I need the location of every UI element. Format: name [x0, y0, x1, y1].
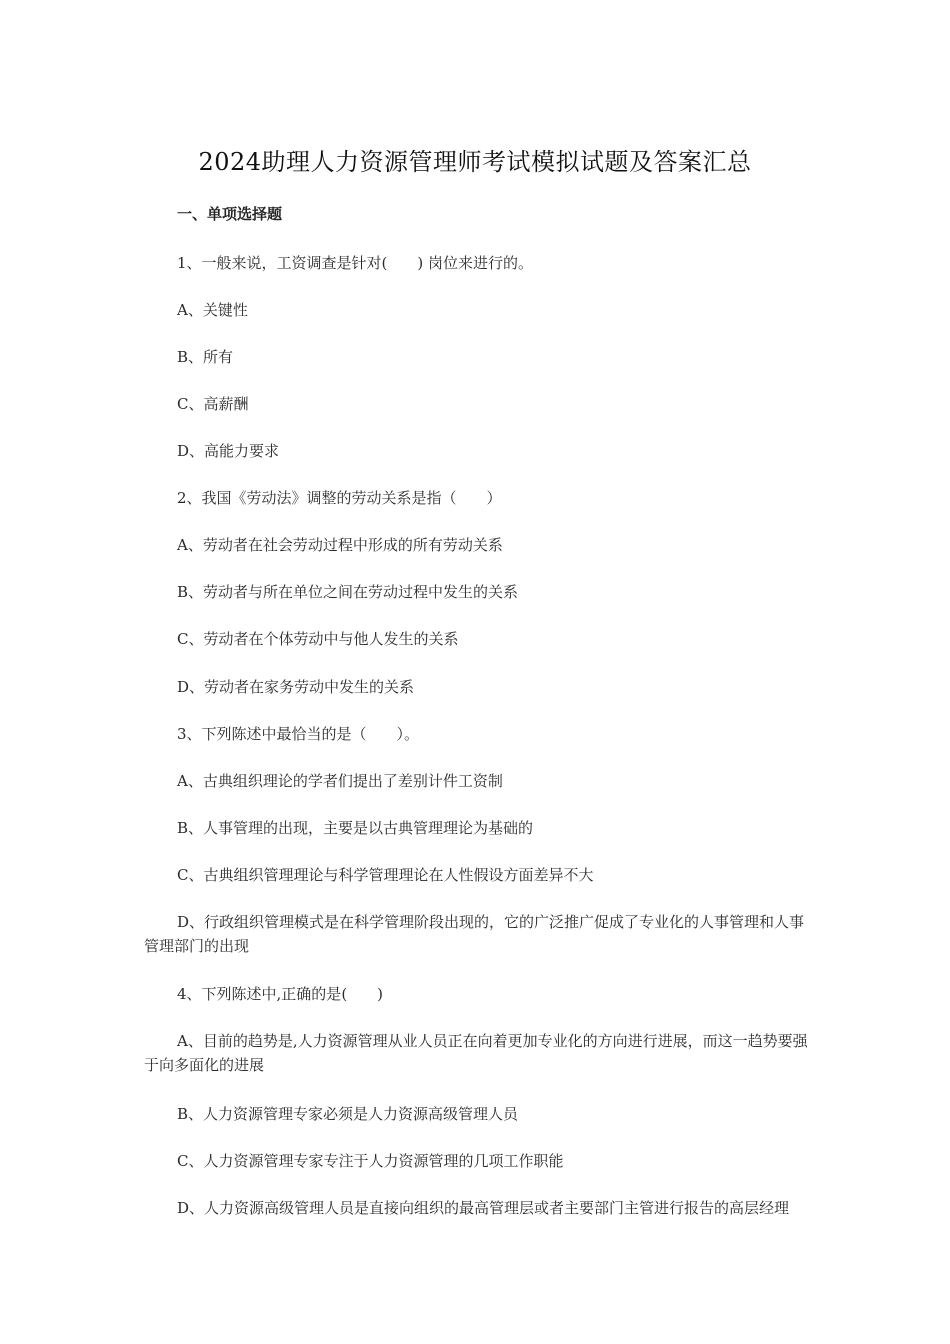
- question-2-option-d: D、劳动者在家务劳动中发生的关系: [177, 678, 415, 696]
- question-3-option-a: A、古典组织理论的学者们提出了差别计件工资制: [177, 772, 503, 790]
- question-2-option-a: A、劳动者在社会劳动过程中形成的所有劳动关系: [177, 536, 503, 554]
- question-4-option-b: B、人力资源管理专家必须是人力资源高级管理人员: [177, 1105, 519, 1123]
- question-2-option-c: C、劳动者在个体劳动中与他人发生的关系: [177, 630, 459, 648]
- question-1-option-b: B、所有: [177, 348, 234, 366]
- question-4-stem: 4、下列陈述中,正确的是( ): [177, 985, 384, 1003]
- question-1-option-a: A、关键性: [177, 301, 248, 319]
- question-3-option-b: B、人事管理的出现，主要是以古典管理理论为基础的: [177, 819, 534, 837]
- question-3-stem: 3、下列陈述中最恰当的是（ ）。: [177, 725, 420, 743]
- section-heading: 一、单项选择题: [177, 205, 283, 223]
- question-4-option-c: C、人力资源管理专家专注于人力资源管理的几项工作职能: [177, 1152, 564, 1170]
- question-3-option-d: D、行政组织管理模式是在科学管理阶段出现的，它的广泛推广促成了专业化的人事管理和人事管理部门的出现: [144, 913, 805, 955]
- question-2-stem: 2、我国《劳动法》调整的劳动关系是指（ ）: [177, 489, 502, 507]
- question-1-option-d: D、高能力要求: [177, 442, 280, 460]
- question-2-option-b: B、劳动者与所在单位之间在劳动过程中发生的关系: [177, 583, 519, 601]
- question-4-option-d: D、人力资源高级管理人员是直接向组织的最高管理层或者主要部门主管进行报告的高层经理: [177, 1199, 790, 1217]
- question-4-option-a: A、目前的趋势是,人力资源管理从业人员正在向着更加专业化的方向进行进展，而这一趋势要强于向多面化的进展: [144, 1032, 808, 1074]
- question-3-option-c: C、古典组织管理理论与科学管理理论在人性假设方面差异不大: [177, 866, 594, 884]
- question-1-stem: 1、一般来说，工资调查是针对( ) 岗位来进行的。: [177, 254, 534, 272]
- document-title: 2024助理人力资源管理师考试模拟试题及答案汇总: [198, 148, 752, 176]
- question-1-option-c: C、高薪酬: [177, 395, 249, 413]
